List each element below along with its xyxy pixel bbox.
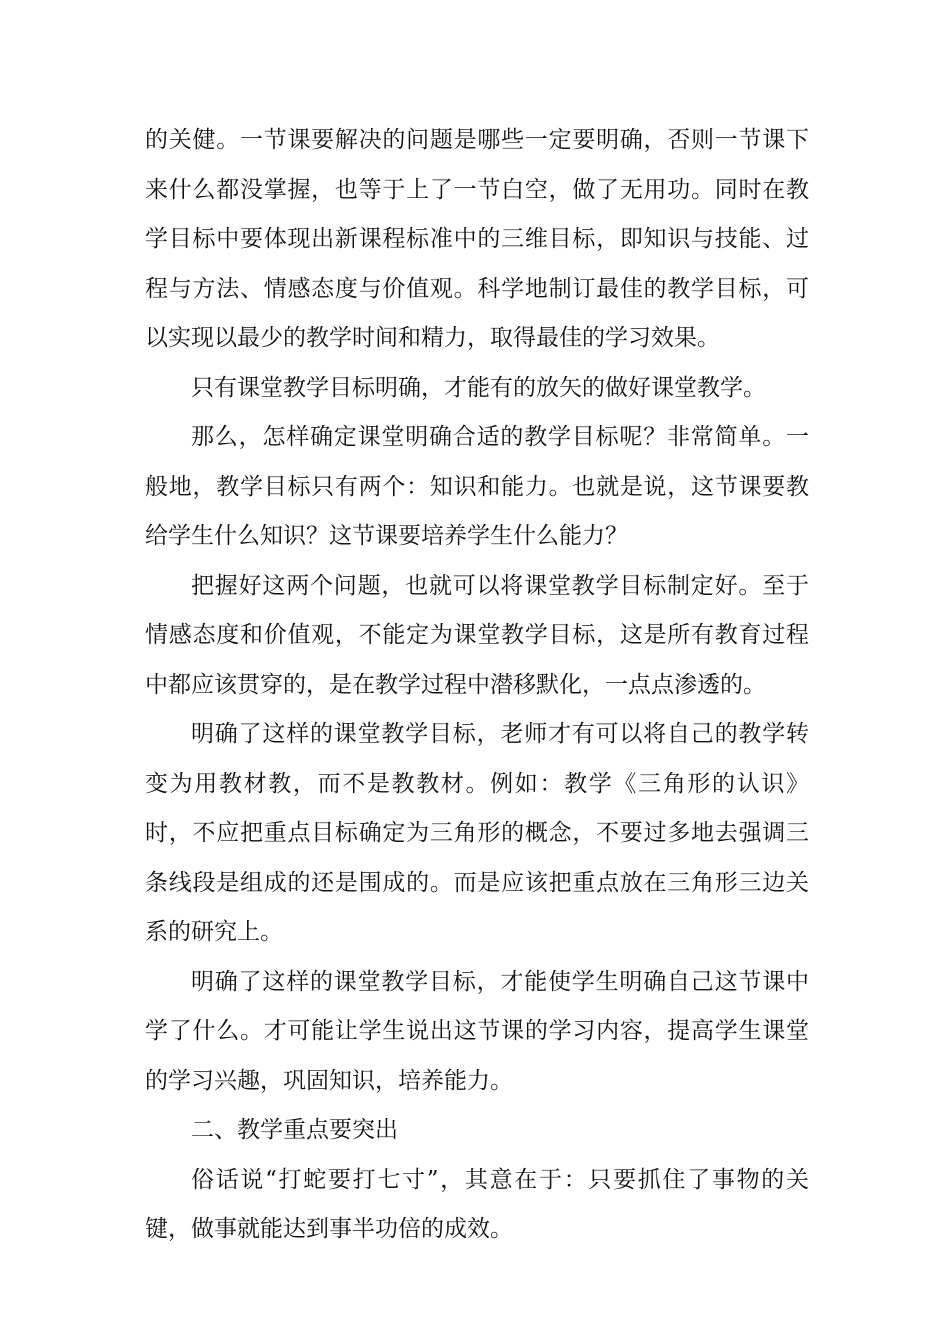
paragraph-emotion-values: 把握好这两个问题，也就可以将课堂教学目标制定好。至于情感态度和价值观，不能定为课堂教学目标，这是所有教育过程中都应该贯穿的，是在教学过程中潜移默化，一点点渗透的。 [145,572,809,698]
paragraph-student-outcome: 明确了这样的课堂教学目标，才能使学生明确自己这节课中学了什么。才可能让学生说出这节课的学习内容，提高学生课堂的学习兴趣，巩固知识，培养能力。 [145,968,809,1094]
paragraph-triangle-example: 明确了这样的课堂教学目标，老师才有可以将自己的教学转变为用教材教，而不是教教材。例如：教学《三角形的认识》时，不应把重点目标确定为三角形的概念，不要过多地去强调三条线段是组成的还是围成的。而是应该把重点放在三角形三边关系的研究上。 [145,721,809,945]
paragraph-how-to-set-goals: 那么，怎样确定课堂明确合适的教学目标呢？非常简单。一般地，教学目标只有两个：知识和能力。也就是说，这节课要教给学生什么知识？这节课要培养学生什么能力？ [145,424,809,549]
paragraph-continuation: 的关健。一节课要解决的问题是哪些一定要明确，否则一节课下来什么都没掌握，也等于上了一节白空，做了无用功。同时在教学目标中要体现出新课程标准中的三维目标，即知识与技能、过程与方法、情感态度与价值观。科学地制订最佳的教学目标，可以实现以最少的教学时间和精力，取得最佳的学习效果。 [145,127,809,351]
document-body [145,116,809,1255]
paragraph-goal-clarity: 只有课堂教学目标明确，才能有的放矢的做好课堂教学。 [191,374,766,401]
section-heading: 二、教学重点要突出 [191,1117,398,1143]
paragraph-proverb: 俗话说“打蛇要打七寸”，其意在于：只要抓住了事物的关键，做事就能达到事半功倍的成效。 [145,1166,809,1242]
